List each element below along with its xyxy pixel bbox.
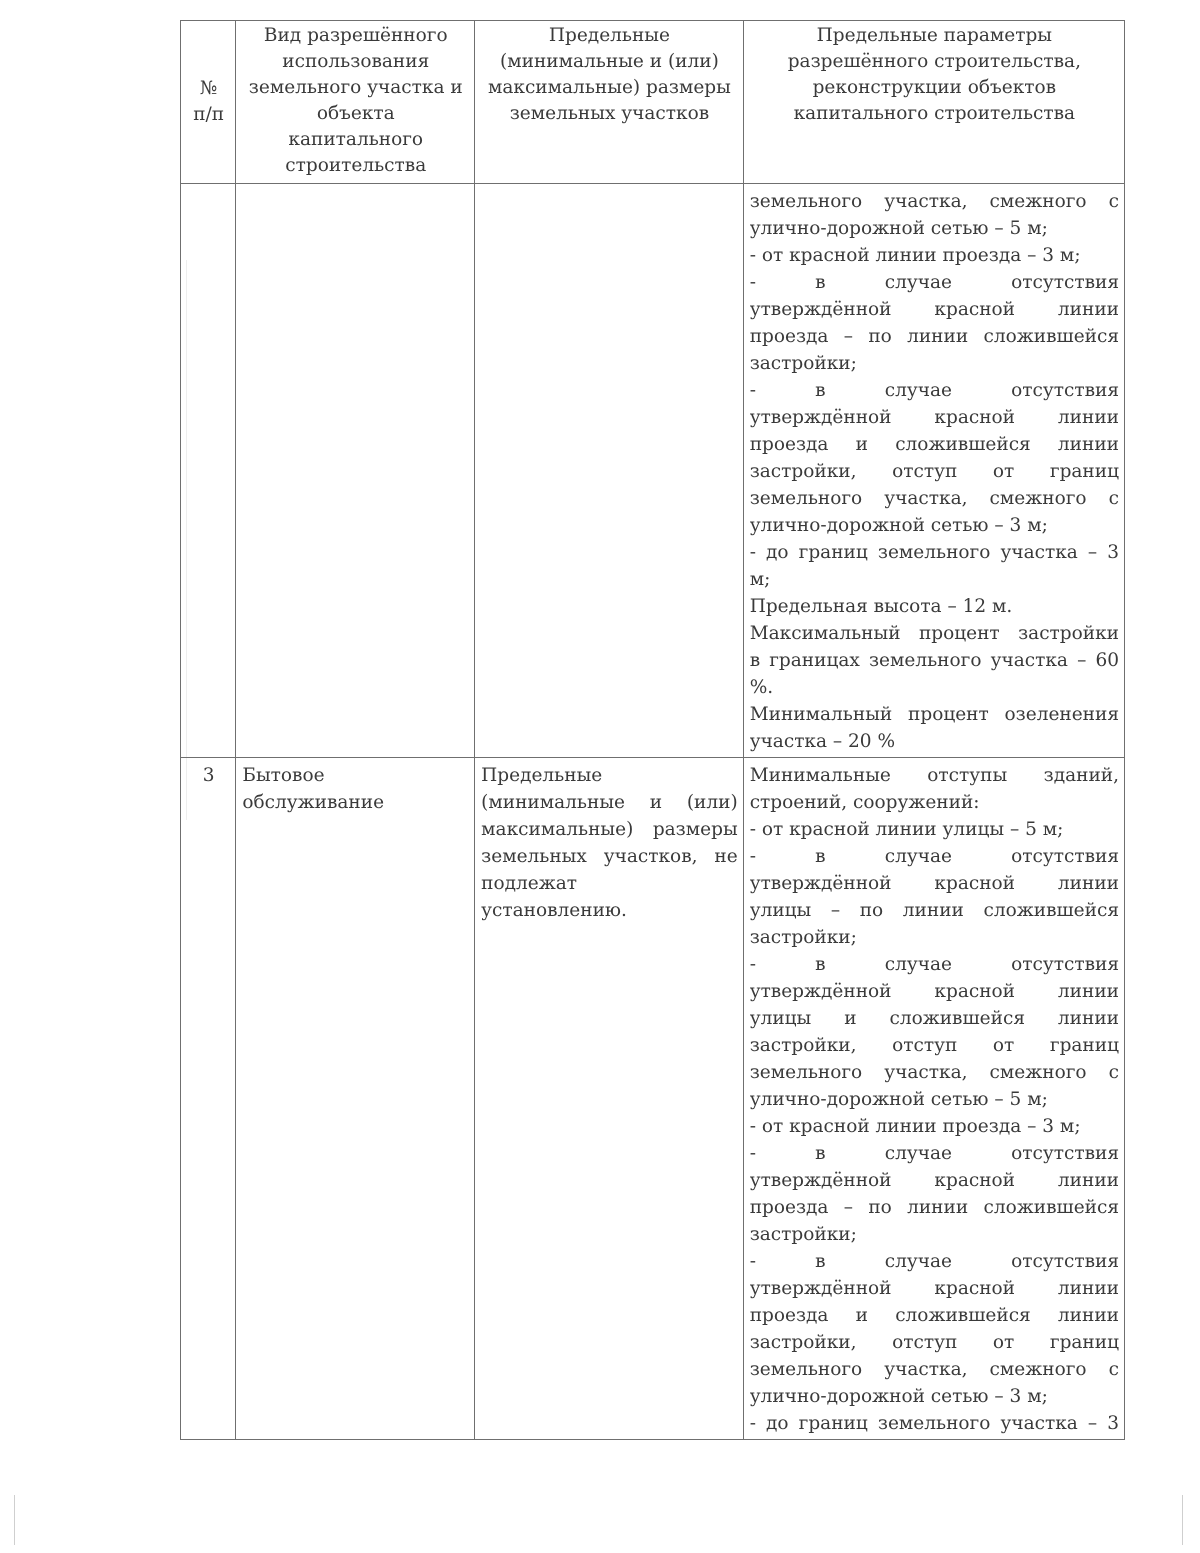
params-line: улично-дорожной сетью – 5 м; bbox=[749, 1089, 1048, 1110]
header-params-line: Предельные параметры bbox=[816, 25, 1053, 46]
params-line: утверждённой красной линии bbox=[749, 873, 1119, 894]
params-line: земельного участка, смежного с bbox=[749, 1359, 1119, 1380]
header-use-line: капитального bbox=[288, 129, 424, 150]
params-line: проезда – по линии сложившейся bbox=[749, 326, 1119, 347]
params-line: застройки; bbox=[749, 927, 857, 948]
params-line: м; bbox=[749, 569, 771, 590]
header-size-line: Предельные bbox=[548, 25, 670, 46]
params-line: - до границ земельного участка – 3 bbox=[749, 542, 1119, 563]
size-line: Предельные bbox=[481, 765, 603, 786]
header-number bbox=[181, 21, 236, 184]
params-line: утверждённой красной линии bbox=[749, 981, 1119, 1002]
params-line: - в случае отсутствия bbox=[749, 272, 1119, 293]
params-line: застройки; bbox=[749, 1224, 857, 1245]
params-line: Максимальный процент застройки bbox=[749, 623, 1119, 644]
params-line: улично-дорожной сетью – 5 м; bbox=[749, 218, 1048, 239]
header-size-line: максимальные) размеры bbox=[487, 77, 731, 98]
header-params-line: капитального строительства bbox=[793, 103, 1076, 124]
params-line: улицы и сложившейся линии bbox=[749, 1008, 1119, 1029]
params-line: улично-дорожной сетью – 3 м; bbox=[749, 515, 1048, 536]
header-params-line: разрешённого строительства, bbox=[787, 51, 1081, 72]
size-line: подлежат bbox=[481, 873, 577, 894]
params-line: застройки, отступ от границ bbox=[749, 1035, 1119, 1056]
params-line: Минимальный процент озеленения bbox=[749, 704, 1119, 725]
params-line: в границах земельного участка – 60 bbox=[749, 650, 1119, 671]
size-line: максимальные) размеры bbox=[481, 819, 738, 840]
params-line: земельного участка, смежного с bbox=[749, 1062, 1119, 1083]
params-line: утверждённой красной линии bbox=[749, 407, 1119, 428]
params-line: %. bbox=[749, 677, 774, 698]
cell-number bbox=[181, 184, 236, 758]
use-line: Бытовое bbox=[242, 765, 325, 786]
header-size-line: (минимальные и (или) bbox=[500, 51, 719, 72]
cell-size bbox=[475, 758, 744, 1440]
params-line: - от красной линии проезда – 3 м; bbox=[749, 1116, 1081, 1137]
params-line: участка – 20 % bbox=[749, 731, 896, 752]
header-params-line: реконструкции объектов bbox=[812, 77, 1057, 98]
header-size-line: земельных участков bbox=[509, 103, 710, 124]
params-line: застройки; bbox=[749, 353, 857, 374]
size-line: (минимальные и (или) bbox=[481, 792, 738, 813]
header-size bbox=[475, 21, 744, 184]
table-row-3 bbox=[181, 758, 1125, 1440]
params-line: Предельная высота – 12 м. bbox=[749, 596, 1013, 617]
params-line: застройки, отступ от границ bbox=[749, 461, 1119, 482]
size-line: земельных участков, не bbox=[481, 846, 738, 867]
params-line: проезда и сложившейся линии bbox=[749, 1305, 1119, 1326]
params-line: - от красной линии улицы – 5 м; bbox=[749, 819, 1064, 840]
cell-number: 3 bbox=[181, 758, 236, 1440]
header-use bbox=[236, 21, 475, 184]
params-line: - до границ земельного участка – 3 bbox=[749, 1413, 1119, 1434]
use-line: обслуживание bbox=[242, 792, 385, 813]
header-use-line: земельного участка и bbox=[248, 77, 463, 98]
params-line: Минимальные отступы зданий, bbox=[749, 765, 1119, 786]
table-row-continued bbox=[181, 184, 1125, 758]
params-line: земельного участка, смежного с bbox=[749, 488, 1119, 509]
params-line: проезда – по линии сложившейся bbox=[749, 1197, 1119, 1218]
params-line: - в случае отсутствия bbox=[749, 1143, 1119, 1164]
params-line: улично-дорожной сетью – 3 м; bbox=[749, 1386, 1048, 1407]
cell-use bbox=[236, 758, 475, 1440]
header-number-line: № bbox=[199, 78, 218, 99]
params-line: утверждённой красной линии bbox=[749, 299, 1119, 320]
params-line: - в случае отсутствия bbox=[749, 954, 1119, 975]
cell-params bbox=[743, 758, 1124, 1440]
params-line: проезда и сложившейся линии bbox=[749, 434, 1119, 455]
params-line: - от красной линии проезда – 3 м; bbox=[749, 245, 1081, 266]
cell-size bbox=[475, 184, 744, 758]
header-params bbox=[743, 21, 1124, 184]
cell-params bbox=[743, 184, 1124, 758]
land-use-table bbox=[180, 20, 1125, 1440]
params-line: строений, сооружений: bbox=[749, 792, 980, 813]
header-use-line: Вид разрешённого bbox=[263, 25, 448, 46]
params-line: утверждённой красной линии bbox=[749, 1170, 1119, 1191]
params-line: улицы – по линии сложившейся bbox=[749, 900, 1119, 921]
header-use-line: строительства bbox=[285, 155, 427, 176]
scan-edge-left bbox=[14, 1495, 15, 1545]
header-use-line: объекта bbox=[316, 103, 395, 124]
scan-edge-right bbox=[1182, 1495, 1183, 1545]
params-line: - в случае отсутствия bbox=[749, 380, 1119, 401]
params-line: - в случае отсутствия bbox=[749, 1251, 1119, 1272]
size-line: установлению. bbox=[481, 900, 627, 921]
params-line: земельного участка, смежного с bbox=[749, 191, 1119, 212]
params-line: утверждённой красной линии bbox=[749, 1278, 1119, 1299]
cell-use bbox=[236, 184, 475, 758]
header-use-line: использования bbox=[282, 51, 430, 72]
table-header-row bbox=[181, 21, 1125, 184]
header-number-line: п/п bbox=[193, 104, 225, 125]
params-line: - в случае отсутствия bbox=[749, 846, 1119, 867]
params-line: застройки, отступ от границ bbox=[749, 1332, 1119, 1353]
